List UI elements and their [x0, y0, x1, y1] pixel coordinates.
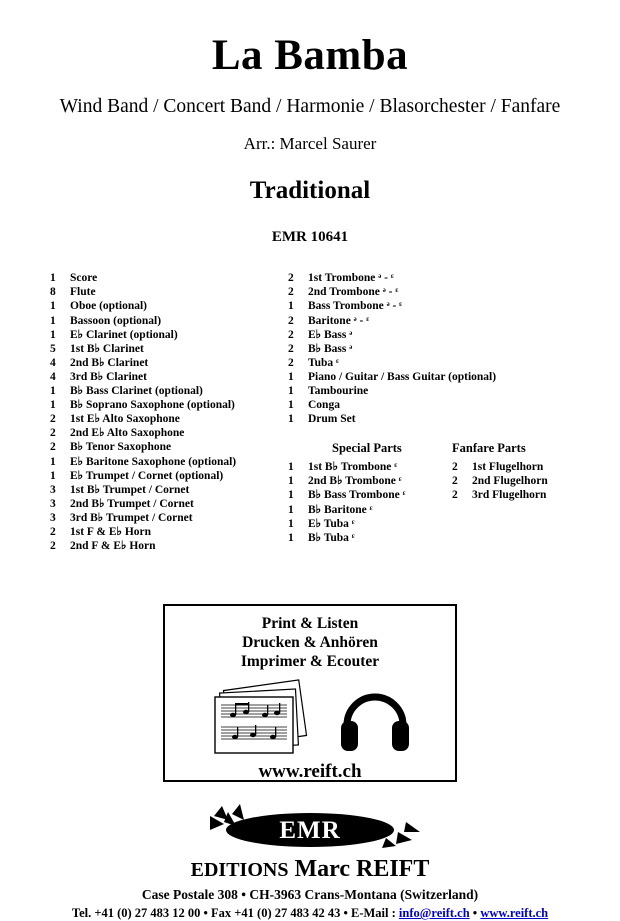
item-name: B♭ Bass Clarinet (optional) — [70, 385, 203, 398]
item-name: 2nd B♭ Trumpet / Cornet — [70, 497, 194, 510]
item-name: Flute — [70, 286, 96, 299]
item-quantity: 1 — [288, 399, 294, 412]
document-page — [0, 32, 620, 918]
list-item — [452, 460, 612, 474]
list-item — [288, 356, 488, 370]
item-name: E♭ Tuba ᵋ — [308, 517, 355, 530]
list-item — [288, 342, 488, 356]
list-item — [50, 426, 310, 440]
item-name: 1st E♭ Alto Saxophone — [70, 413, 180, 426]
item-name: Tambourine — [308, 385, 369, 398]
svg-text:EMR: EMR — [279, 817, 341, 844]
list-item — [50, 455, 310, 469]
item-quantity: 2 — [50, 540, 56, 553]
item-quantity: 1 — [288, 370, 294, 383]
instrumentation-list — [0, 271, 620, 556]
catalog-number: EMR 10641 — [271, 229, 349, 246]
item-name: B♭ Tenor Saxophone — [70, 441, 172, 454]
promo-line-fr: Imprimer & Ecouter — [240, 653, 380, 670]
list-item — [288, 531, 498, 545]
ensemble-subtitle: Wind Band / Concert Band / Harmonie / Blasorchester / Fanfare — [59, 96, 561, 118]
promo-website-link[interactable]: www.reift.ch — [258, 761, 362, 782]
list-item — [50, 469, 310, 483]
list-item — [50, 440, 310, 454]
list-item — [50, 539, 310, 553]
item-name: E♭ Trumpet / Cornet (optional) — [70, 469, 224, 482]
item-name: Oboe (optional) — [70, 300, 147, 313]
promo-text-block — [165, 606, 455, 671]
list-item — [50, 299, 310, 313]
list-item — [288, 299, 488, 313]
list-item — [288, 517, 498, 531]
list-item — [50, 497, 310, 511]
item-name: B♭ Baritone ᵋ — [308, 503, 373, 516]
item-name: B♭ Tuba ᵋ — [308, 531, 355, 544]
publisher-surname-text: REIFT — [355, 856, 430, 882]
item-quantity: 4 — [50, 356, 56, 369]
item-quantity: 1 — [288, 300, 294, 313]
list-item — [50, 412, 310, 426]
list-item — [452, 474, 612, 488]
item-quantity: 5 — [50, 342, 56, 355]
item-name: 1st B♭ Clarinet — [70, 342, 144, 355]
item-quantity: 2 — [288, 342, 294, 355]
publisher-editions-text: EDITIONS — [190, 859, 289, 881]
promo-line-en: Print & Listen — [261, 615, 359, 632]
list-item — [50, 511, 310, 525]
publisher-name — [0, 856, 620, 883]
list-item — [50, 525, 310, 539]
email-link[interactable]: info@reift.ch — [398, 906, 470, 920]
item-name: 2nd F & E♭ Horn — [70, 540, 156, 553]
item-name: Bassoon (optional) — [70, 314, 162, 327]
item-quantity: 2 — [288, 328, 294, 341]
item-name: 3rd B♭ Clarinet — [70, 370, 147, 383]
item-quantity: 1 — [50, 272, 56, 285]
publisher-address: Case Postale 308 • CH-3963 Crans-Montana (Switzerland) — [141, 887, 479, 902]
item-name: B♭ Bass Trombone ᵋ — [308, 489, 406, 502]
item-quantity: 1 — [50, 399, 56, 412]
item-name: Bass Trombone ᵊ - ᵋ — [308, 300, 403, 313]
composer-credit: Traditional — [249, 177, 371, 205]
item-name: E♭ Bass ᵊ — [308, 328, 353, 341]
item-quantity: 1 — [288, 503, 294, 516]
item-quantity: 2 — [50, 413, 56, 426]
instrumentation-column-left — [50, 271, 310, 553]
item-quantity: 1 — [50, 300, 56, 313]
arranger-credit: Arr.: Marcel Saurer — [243, 134, 377, 154]
item-quantity: 8 — [50, 286, 56, 299]
print-and-listen-box — [163, 604, 457, 782]
item-quantity: 1 — [288, 413, 294, 426]
item-name: Conga — [308, 399, 340, 412]
item-quantity: 2 — [288, 356, 294, 369]
list-item — [288, 384, 488, 398]
item-name: 1st B♭ Trombone ᵋ — [308, 461, 398, 474]
item-name: Tuba ᵋ — [308, 356, 339, 369]
item-quantity: 2 — [452, 489, 458, 502]
instrumentation-column-middle — [288, 271, 497, 426]
special-parts-heading: Special Parts — [332, 441, 402, 456]
sheet-music-and-headphones-icon — [165, 673, 455, 759]
emr-logo — [0, 802, 620, 854]
list-item — [288, 314, 488, 328]
contact-separator: • — [469, 906, 481, 920]
item-quantity: 1 — [50, 455, 56, 468]
item-name: 3rd B♭ Trumpet / Cornet — [70, 511, 193, 524]
item-quantity: 2 — [50, 427, 56, 440]
list-item — [452, 488, 612, 502]
item-quantity: 1 — [50, 328, 56, 341]
item-name: Piano / Guitar / Bass Guitar (optional) — [308, 370, 497, 383]
list-item — [288, 412, 488, 426]
list-item — [50, 483, 310, 497]
publisher-footer — [0, 802, 620, 921]
item-quantity: 1 — [288, 531, 294, 544]
item-name: 1st Flugelhorn — [472, 461, 544, 474]
list-item — [288, 271, 488, 285]
item-name: E♭ Clarinet (optional) — [70, 328, 178, 341]
list-item — [50, 314, 310, 328]
list-item — [50, 342, 310, 356]
item-name: 2nd E♭ Alto Saxophone — [70, 427, 185, 440]
item-name: 3rd Flugelhorn — [472, 489, 547, 502]
contact-phone-fax-text: Tel. +41 (0) 27 483 12 00 • Fax +41 (0) 27 483 42 43 • E-Mail : — [71, 906, 399, 920]
item-quantity: 2 — [288, 286, 294, 299]
item-name: 1st F & E♭ Horn — [70, 525, 152, 538]
item-quantity: 3 — [50, 483, 56, 496]
list-item — [50, 370, 310, 384]
promo-artwork — [165, 673, 455, 759]
list-item — [50, 285, 310, 299]
publisher-contact — [0, 906, 620, 921]
item-name: 2nd Flugelhorn — [472, 475, 548, 488]
item-quantity: 1 — [288, 461, 294, 474]
item-name: B♭ Soprano Saxophone (optional) — [70, 399, 235, 412]
item-quantity: 2 — [50, 441, 56, 454]
website-link[interactable]: www.reift.ch — [480, 906, 549, 920]
item-quantity: 1 — [50, 314, 56, 327]
list-item — [288, 285, 488, 299]
list-item — [50, 384, 310, 398]
item-quantity: 1 — [288, 385, 294, 398]
list-item — [288, 398, 488, 412]
item-quantity: 1 — [288, 475, 294, 488]
item-quantity: 4 — [50, 370, 56, 383]
list-item — [50, 328, 310, 342]
item-name: 2nd B♭ Trombone ᵋ — [308, 475, 402, 488]
list-item — [50, 398, 310, 412]
item-quantity: 3 — [50, 497, 56, 510]
list-item — [50, 356, 310, 370]
item-quantity: 1 — [288, 489, 294, 502]
item-quantity: 2 — [452, 461, 458, 474]
item-quantity: 2 — [452, 475, 458, 488]
item-name: Baritone ᵊ - ᵋ — [308, 314, 370, 327]
list-item — [288, 370, 497, 384]
list-item — [50, 271, 310, 285]
fanfare-parts-heading: Fanfare Parts — [452, 441, 526, 456]
promo-line-de: Drucken & Anhören — [242, 634, 378, 651]
item-name: 2nd Trombone ᵊ - ᵋ — [308, 286, 399, 299]
fanfare-parts-section — [452, 441, 612, 502]
list-item — [288, 328, 488, 342]
item-quantity: 1 — [50, 385, 56, 398]
item-name: 1st Trombone ᵊ - ᵋ — [308, 272, 394, 285]
page-title: La Bamba — [211, 32, 409, 79]
item-quantity: 2 — [288, 272, 294, 285]
item-name: E♭ Baritone Saxophone (optional) — [70, 455, 237, 468]
item-name: Drum Set — [308, 413, 356, 426]
item-name: Score — [70, 272, 98, 285]
item-quantity: 1 — [288, 517, 294, 530]
emr-star-logo-icon — [180, 802, 440, 854]
item-name: 2nd B♭ Clarinet — [70, 356, 149, 369]
item-name: B♭ Bass ᵊ — [308, 342, 353, 355]
publisher-firstname-text: Marc — [294, 856, 350, 882]
item-quantity: 3 — [50, 511, 56, 524]
item-name: 1st B♭ Trumpet / Cornet — [70, 483, 190, 496]
item-quantity: 2 — [288, 314, 294, 327]
item-quantity: 1 — [50, 469, 56, 482]
list-item — [288, 503, 498, 517]
item-quantity: 2 — [50, 525, 56, 538]
